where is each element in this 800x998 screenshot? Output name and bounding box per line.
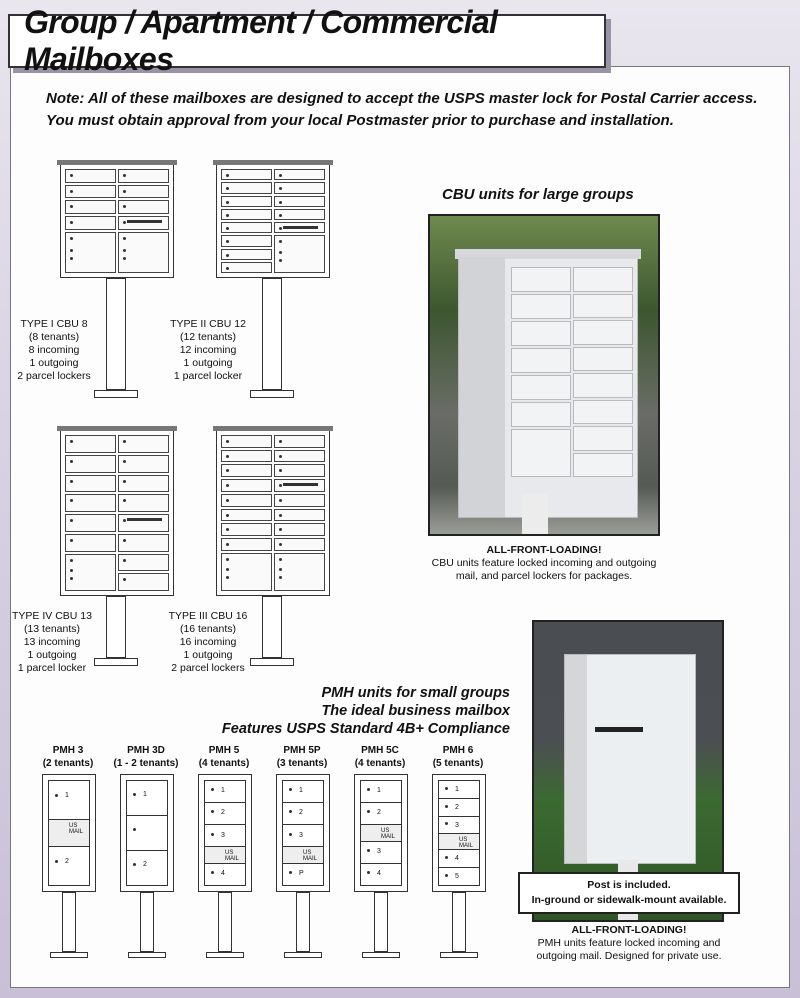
pmh-post-3 bbox=[218, 892, 232, 952]
pmh-label-4: PMH 5P (3 tenants) bbox=[276, 745, 328, 769]
cbu-heading: CBU units for large groups bbox=[442, 186, 634, 203]
cbu-type4-base bbox=[94, 658, 138, 666]
cbu-photo-caption: ALL-FRONT-LOADING! CBU units feature locked incoming and outgoing mail, and parcel lockers for packages. bbox=[420, 544, 668, 583]
pmh-unit-4: 1 2 3 US MAIL P bbox=[276, 774, 330, 892]
cbu-type2-base bbox=[250, 390, 294, 398]
cbu-type4-drawing bbox=[60, 430, 174, 596]
pmh-label-3: PMH 5 (4 tenants) bbox=[198, 745, 250, 769]
cbu-caption-bold: ALL-FRONT-LOADING! bbox=[486, 544, 602, 556]
pmh-heading: PMH units for small groups The ideal business mailbox Features USPS Standard 4B+ Compliance bbox=[221, 685, 510, 737]
cbu-type2-drawing bbox=[216, 164, 330, 278]
page-title: Group / Apartment / Commercial Mailboxes bbox=[24, 4, 498, 77]
page-title-tab bbox=[8, 4, 606, 77]
pmh-base-1 bbox=[50, 952, 88, 958]
pmh-post-1 bbox=[62, 892, 76, 952]
pmh-unit-3: 1 2 3 US MAIL 4 bbox=[198, 774, 252, 892]
pmh-photo-caption: ALL-FRONT-LOADING! PMH units feature locked incoming and outgoing mail. Designed for private use. bbox=[518, 924, 740, 963]
pmh-base-2 bbox=[128, 952, 166, 958]
cbu-type2-post bbox=[262, 278, 282, 390]
pmh-base-5 bbox=[362, 952, 400, 958]
pmh-caption-bold: ALL-FRONT-LOADING! bbox=[571, 924, 687, 936]
pmh-base-6 bbox=[440, 952, 478, 958]
pmh-label-5: PMH 5C (4 tenants) bbox=[354, 745, 406, 769]
pmh-label-6: PMH 6 (5 tenants) bbox=[432, 745, 484, 769]
pmh-unit-2: 1 2 bbox=[120, 774, 174, 892]
cbu-type2-specs: TYPE II CBU 12 (12 tenants) 12 incoming 1 outgoing 1 parcel locker bbox=[170, 318, 246, 382]
cbu-type3-drawing bbox=[216, 430, 330, 596]
pmh-post-2 bbox=[140, 892, 154, 952]
cbu-type1-specs: TYPE I CBU 8 (8 tenants) 8 incoming 1 outgoing 2 parcel lockers bbox=[17, 318, 91, 382]
cbu-type3-specs: TYPE III CBU 16 (16 tenants) 16 incoming 1 outgoing 2 parcel lockers bbox=[168, 610, 248, 674]
cbu-type3-post bbox=[262, 596, 282, 658]
pmh-post-5 bbox=[374, 892, 388, 952]
cbu-type4-specs: TYPE IV CBU 13 (13 tenants) 13 incoming 1 outgoing 1 parcel locker bbox=[12, 610, 92, 674]
pmh-post-6 bbox=[452, 892, 466, 952]
pmh-unit-5: 1 2 US MAIL 3 4 bbox=[354, 774, 408, 892]
cbu-type3-base bbox=[250, 658, 294, 666]
pmh-base-4 bbox=[284, 952, 322, 958]
cbu-type4-post bbox=[106, 596, 126, 658]
pmh-post-4 bbox=[296, 892, 310, 952]
cbu-type1-post bbox=[106, 278, 126, 390]
note-line-1: Note: All of these mailboxes are designed to accept the USPS master lock for Postal Carrier access. bbox=[46, 90, 758, 107]
note-text bbox=[46, 88, 766, 132]
cbu-photo bbox=[428, 214, 660, 536]
pmh-base-3 bbox=[206, 952, 244, 958]
pmh-label-2: PMH 3D (1 - 2 tenants) bbox=[113, 745, 179, 769]
post-included-note: Post is included. In-ground or sidewalk-mount available. bbox=[518, 872, 740, 914]
cbu-type1-base bbox=[94, 390, 138, 398]
note-line-2: You must obtain approval from your local Postmaster prior to purchase and installation. bbox=[46, 112, 674, 129]
pmh-unit-1: 1 US MAIL 2 bbox=[42, 774, 96, 892]
pmh-unit-6: 1 2 3 US MAIL 4 5 bbox=[432, 774, 486, 892]
cbu-type1-drawing bbox=[60, 164, 174, 278]
pmh-label-1: PMH 3 (2 tenants) bbox=[42, 745, 94, 769]
